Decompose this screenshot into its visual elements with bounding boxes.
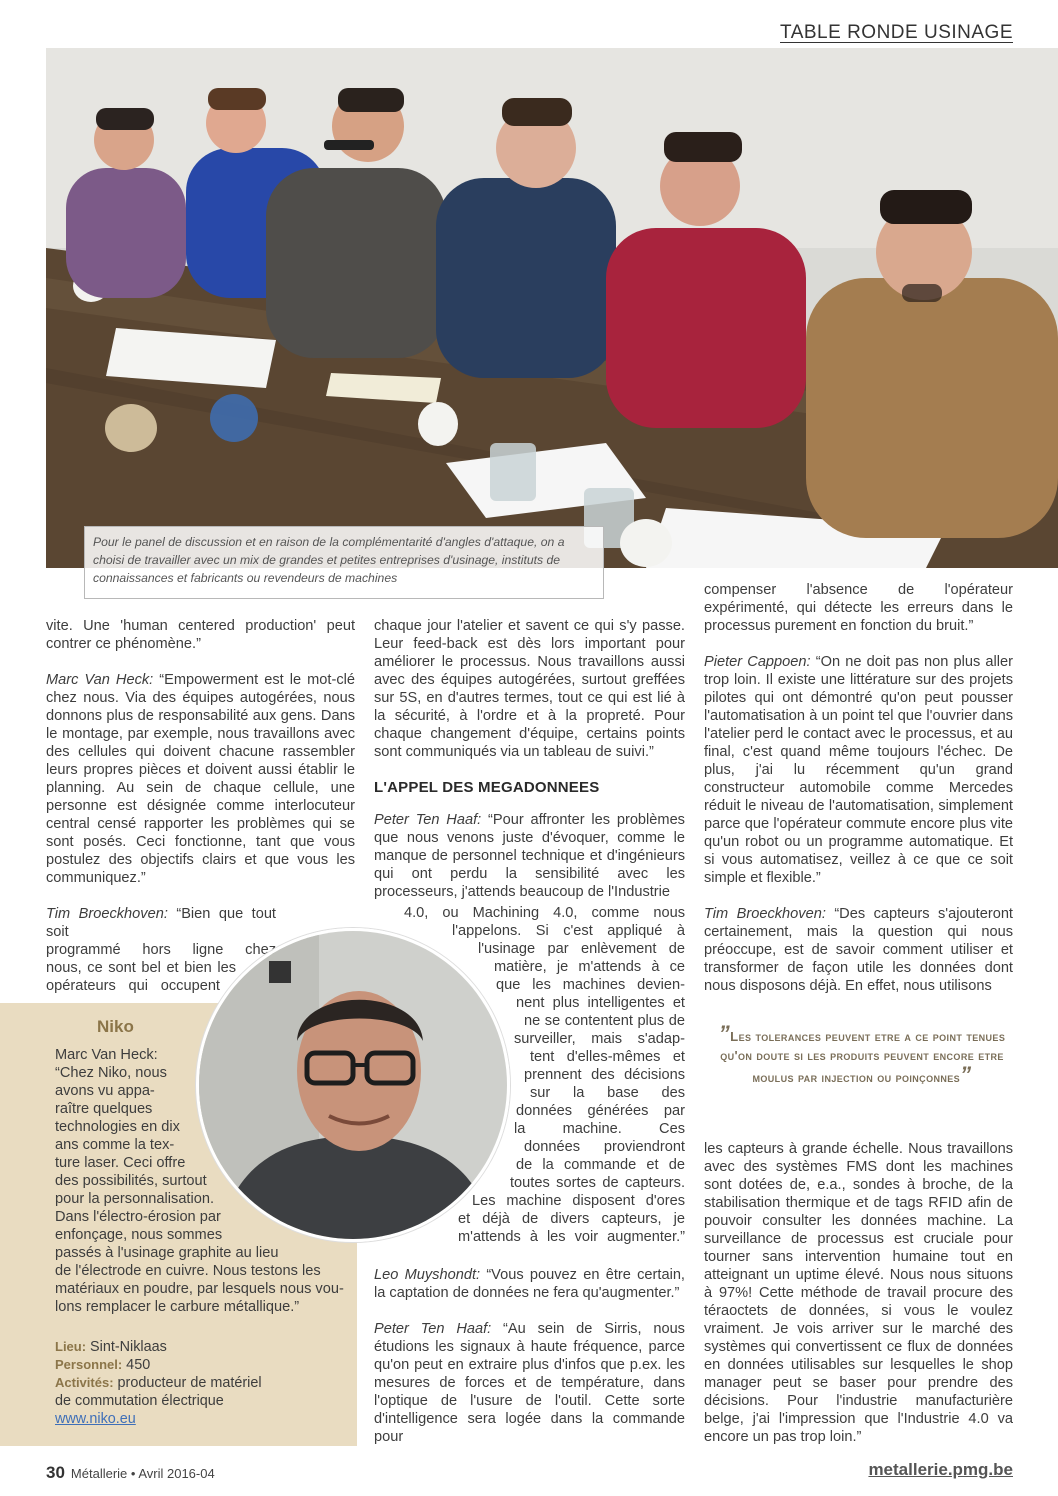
text-line: toutes sortes de capteurs. — [510, 1175, 685, 1191]
paragraph: chaque jour l'atelier et savent ce qui s'y passe. Leur feed-back est dès lors important pour améliorer le processus. Nous travaillons aussi avec des équipes autogérées, surtout greffées sur 5S, en d'autres termes, tout ce qui est lié à la sécurité, à l'ordre et à la propreté. Pour chaque changement d'équipe, certains points sont communiqués via un tableau de suivi.” — [374, 618, 685, 760]
paragraph — [374, 1320, 685, 1446]
sidebar-line: raître quelques — [55, 1101, 153, 1117]
sidebar-line: “Chez Niko, nous — [55, 1065, 167, 1081]
speaker-name: Peter Ten Haaf: — [374, 1321, 492, 1337]
fact-personnel — [55, 1356, 355, 1374]
text-line: et déjà de divers capteurs, je — [458, 1211, 685, 1227]
paragraph — [374, 811, 685, 901]
article-column-1 — [46, 617, 355, 887]
page-number: 30 — [46, 1463, 65, 1482]
sidebar-line: lons remplacer le carbure métallique.” — [55, 1299, 300, 1315]
article-column-2 — [374, 617, 685, 901]
speaker-name: Leo Muyshondt: — [374, 1267, 481, 1283]
fact-label: Lieu: — [55, 1339, 87, 1354]
fact-value: Sint-Niklaas — [86, 1339, 167, 1355]
text-line: nous, ce sont bel et bien les — [46, 960, 236, 976]
speaker-text: “On ne doit pas non plus aller trop loin. Il existe une littérature sur des projets pilotes qui ont démontré qu'on peut pousser l'automatisation à un point tel que l'ouvrier dans l'atelier perd le contact avec le processus, et au final, c'est quand même toujours l'échec. De plus, j'ai lu récemment qu'un grand constructeur automobile comme Mercedes réduit le niveau de l'automatisation, simplement parce que l'opérateur commute encore plus vite qu'un robot ou un programme automatique. Et si vous automatisez, veillez à ce que ce soit simple et flexible.” — [704, 654, 1013, 886]
text-line: surveiller, mais s'adap- — [514, 1031, 685, 1047]
speaker-text: “Au sein de Sirris, nous étudions les signaux à haute fréquence, parce qu'on peut en extraire plus d'infos que p.ex. les mesures de forces et de température, dans l'optique de l'usure de l'outil. Cette sorte d'intelligence sera logée dans la commande pour — [374, 1321, 685, 1445]
paragraph — [704, 905, 1013, 995]
subheading: L'APPEL DES MEGADONNEES — [374, 779, 600, 796]
sidebar-line: Dans l'électro-érosion par — [55, 1209, 221, 1225]
text-line: matière, je m'attends à ce — [494, 959, 685, 975]
photo-caption: Pour le panel de discussion et en raison de la complémentarité d'angles d'attaque, on a choisi de travailler avec un mix de grandes et petites entreprises d'usinage, instituts de connaissances et fabricants ou revendeurs de machines — [84, 526, 604, 599]
fact-value: producteur de matériel de commutation électrique — [55, 1375, 262, 1409]
speaker-text: “Pour affronter les problèmes que nous venons juste d'évoquer, comme le manque de personnel technique et d'ingénieurs qui ont perdu la sensibilité avec les processeurs, j'attends beaucoup de l'Industrie — [374, 812, 685, 900]
sidebar-line: enfonçage, nous sommes — [55, 1227, 223, 1243]
text-line: programmé hors ligne chez — [46, 942, 276, 958]
pull-quote-text: Les tolerances peuvent etre a ce point tenues qu'on doute si les produits peuvent encore etre moulus par injection ou poinçonnes — [720, 1029, 1006, 1085]
text-line: données générées par — [516, 1103, 685, 1119]
speaker-name: Pieter Cappoen: — [704, 654, 811, 670]
sidebar-line: des possibilités, surtout — [55, 1173, 207, 1189]
text-line: ne se contentent plus de — [524, 1013, 685, 1029]
paragraph — [374, 1266, 685, 1302]
sidebar-line: matériaux en poudre, par lesquels nous vou- — [55, 1281, 344, 1297]
text-line: m'attends à les voir augmenter.” — [458, 1229, 685, 1245]
text-line: l'appelons. Si c'est appliqué à — [452, 923, 685, 939]
text-line: opérateurs qui occupent — [46, 978, 220, 994]
article-column-3 — [704, 581, 1013, 995]
speaker-text: “Des capteurs s'ajouteront certainement, mais la question qui nous préoccupe, est de savoir comment utiliser et transformer de façon utile les données dont nous disposons déjà. En effet, nous utilisons — [704, 906, 1013, 994]
sidebar-line: Marc Van Heck: — [55, 1047, 158, 1063]
company-facts — [55, 1338, 355, 1428]
fact-label: Activités: — [55, 1375, 114, 1390]
speaker-name: Tim Broeckhoven: — [704, 906, 826, 922]
portrait-photo — [196, 928, 510, 1242]
paragraph: compenser l'absence de l'opérateur expérimenté, qui détecte les erreurs dans le processus purement en fonction du bruit.” — [704, 582, 1013, 634]
fact-activites — [55, 1374, 270, 1410]
text-line: prennent des décisions — [524, 1067, 685, 1083]
text-line: sur la base des — [530, 1085, 685, 1101]
text-line: tent d'elles-mêmes et — [530, 1049, 685, 1065]
speaker-name: Marc Van Heck: — [46, 672, 154, 688]
footer-issue — [46, 1463, 215, 1483]
sidebar-line: ture laser. Ceci offre — [55, 1155, 186, 1171]
text-line: la machine. Ces — [514, 1121, 685, 1137]
text-line: que les machines devien- — [496, 977, 685, 993]
text-line: 4.0, ou Machining 4.0, comme nous — [404, 905, 685, 921]
company-website-link[interactable]: www.niko.eu — [55, 1411, 136, 1427]
sidebar-line: avons vu appa- — [55, 1083, 155, 1099]
panel-discussion-photo — [46, 48, 1058, 568]
speaker-name: Peter Ten Haaf: — [374, 812, 482, 828]
text-line: de la commande et de — [516, 1157, 685, 1173]
fact-label: Personnel: — [55, 1357, 123, 1372]
speaker-name: Tim Broeckhoven: — [46, 906, 168, 922]
speaker-text: “Empowerment est le mot-clé chez nous. Via des équipes autogérées, nous donnons plus de responsabilité aux gens. Dans le montage, par exemple, nous travaillons avec des cellules qui doivent chacune rassembler leurs propres pièces et doivent aussi établir le planning. Au sein de chaque cellule, une personne est désignée comme interlocuteur central censé rapporter les problèmes qui se sont posés. Ceci fonctionne, tant que vous postulez des objectifs clairs et que vous les communiquez.” — [46, 672, 355, 886]
sidebar-line: de l'électrode en cuivre. Nous testons les — [55, 1263, 321, 1279]
fact-value: 450 — [122, 1357, 151, 1373]
sidebar-line: pour la personnalisation. — [55, 1191, 215, 1207]
text-line: l'usinage par enlèvement de — [478, 941, 685, 957]
publication-name: Métallerie • Avril 2016-04 — [70, 1466, 215, 1481]
article-column-2-bottom — [374, 1266, 685, 1464]
sidebar-line: technologies en dix — [55, 1119, 180, 1135]
section-tag: TABLE RONDE USINAGE — [780, 22, 1013, 43]
text-line: Les machine disposent d'ores — [472, 1193, 685, 1209]
article-column-3-bottom: les capteurs à grande échelle. Nous travaillons avec des systèmes FMS dont les machines sont dotées de, e.a., sondes à broche, de la stabilisation thermique et de tags RFID afin de pouvoir consulter les données machine. La surveillance de processus est cruciale pour tourner sans intervention humaine tout en atteignant un uptime élevé. Nous nous situons à 97%! Cette méthode de travail procure des téraoctets de données, si vous le voulez vraiment. Je vois arriver sur le marché des systèmes qui convertissent ce flux de données en données utilisables sur lesquelles le shop manager peut se baser pour prendre des décisions. Pour l'industrie manufacturière belge, j'ai l'impression que l'Industrie 4.0 va encore un pas trop loin.” — [704, 1141, 1013, 1445]
sidebar-title: Niko — [97, 1017, 134, 1036]
speaker-text: “Vous pouvez en être certain, la captation de données ne fera qu'augmenter.” — [374, 1267, 685, 1301]
paragraph — [704, 653, 1013, 887]
footer-site-link[interactable]: metallerie.pmg.be — [868, 1460, 1013, 1479]
sidebar-line: ans comme la tex- — [55, 1137, 175, 1153]
paragraph — [46, 671, 355, 887]
text-line: données proviendront — [524, 1139, 685, 1155]
pull-quote — [712, 1021, 1012, 1087]
text-line: nent plus intelligentes et — [516, 995, 685, 1011]
quote-mark-open: ” — [718, 1021, 731, 1046]
sidebar-line: passés à l'usinage graphite au lieu — [55, 1245, 279, 1261]
paragraph: vite. Une 'human centered production' peut contrer ce phénomène.” — [46, 618, 355, 652]
fact-lieu — [55, 1338, 355, 1356]
quote-mark-close: ” — [960, 1062, 972, 1087]
text-line: “Bien que tout soit — [46, 906, 276, 940]
